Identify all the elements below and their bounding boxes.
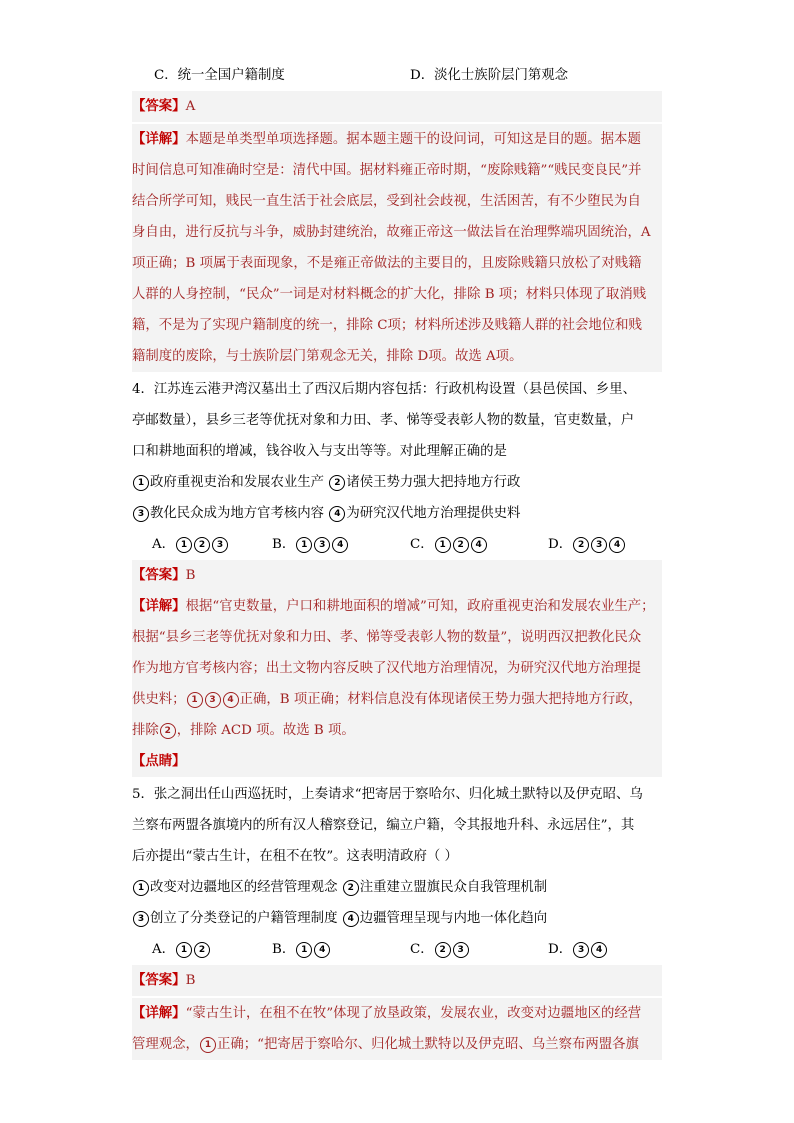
q4-explain-line-2: 根据“县乡三老等优抚对象和力田、孝、悌等受表彰人物的数量”，说明西汉把教化民众 (132, 622, 662, 653)
answer-tag: 【答案】 (132, 98, 186, 114)
q3-explain-line-2: 时间信息可知准确时空是：清代中国。据材料雍正帝时期，“废除贱籍”“贱民变良民”并 (132, 155, 662, 186)
q5-choice-c[interactable]: C． 2 3 (410, 934, 470, 965)
q5-stem-line-3: 后亦提出“蒙古生计，在租不在牧”。这表明清政府（ ） (132, 849, 458, 864)
q5-choice-b[interactable]: B． 1 4 (272, 934, 331, 965)
q3-option-c: C．统一全国户籍制度 (154, 68, 285, 83)
q4-explain-line-3: 作为地方官考核内容；出土文物内容反映了汉代地方治理情况，为研究汉代地方治理提 (132, 653, 662, 684)
q4-stem-line-2: 亭邮数量），县乡三老等优抚对象和力田、孝、悌等受表彰人物的数量，官吏数量，户 (132, 413, 635, 428)
q3-options-row (132, 60, 662, 91)
q3-option-d: D．淡化士族阶层门第观念 (410, 68, 569, 83)
q4-stem-line-1: 4．江苏连云港尹湾汉墓出土了西汉后期内容包括：行政机构设置（县邑侯国、乡里、 (132, 382, 636, 397)
q4-answer: 【答案】B (132, 560, 662, 591)
q5-explain-line-1: 【详解】“蒙古生计，在租不在牧”体现了放垦政策，发展农业，改变对边疆地区的经营 (132, 998, 662, 1029)
q4-choice-c[interactable]: C． 1 2 4 (410, 529, 488, 560)
q3-explain-line-7: 籍，不是为了实现户籍制度的统一，排除 C项；材料所述涉及贱籍人群的社会地位和贱 (132, 310, 662, 341)
q5-choice-d[interactable]: D． 3 4 (548, 934, 608, 965)
q4-choice-b[interactable]: B． 1 3 4 (272, 529, 349, 560)
q3-answer (132, 91, 662, 122)
q4-explain-line-1: 【详解】根据“官吏数量，户口和耕地面积的增减”可知，政府重视吏治和发展农业生产； (132, 591, 662, 622)
q3-explain-line-8: 籍制度的废除，与士族阶层门第观念无关，排除 D项。故选 A项。 (132, 341, 662, 372)
q5-choices (132, 934, 662, 965)
q3-explain-line-1: 【详解】本题是单类型单项选择题。据本题主题干的设问词，可知这是目的题。据本题 (132, 124, 662, 155)
q5-stem-line-1: 5．张之洞出任山西巡抚时，上奏请求“把寄居于察哈尔、归化城土默特以及伊克昭、乌 (132, 787, 643, 802)
q5-explain-line-2: 管理观念， 1 正确；“把寄居于察哈尔、归化城土默特以及伊克昭、乌兰察布两盟各旗 (132, 1029, 662, 1060)
q4-statements-row-2: 3 教化民众成为地方官考核内容 4 为研究汉代地方治理提供史料 (132, 498, 662, 529)
q3-explain-line-4: 身自由，进行反抗与斗争，威胁封建统治，故雍正帝这一做法旨在治理弊端巩固统治，A (132, 217, 662, 248)
q4-choice-d[interactable]: D． 2 3 4 (548, 529, 626, 560)
q4-stem-line-3: 口和耕地面积的增减，钱谷收入与支出等等。对此理解正确的是 (132, 444, 507, 459)
answer-value: A (185, 99, 196, 114)
q3-explain-line-6: 人群的人身控制，“民众”一词是对材料概念的扩大化，排除 B 项；材料只体现了取消贱 (132, 279, 662, 310)
explain-tag: 【详解】 (132, 131, 186, 147)
q5-answer: 【答案】B (132, 965, 662, 996)
q5-stem-line-2: 兰察布两盟各旗境内的所有汉人稽察登记，编立户籍，令其报地升科、永远居住”，其 (132, 818, 635, 833)
q5-choice-a[interactable]: A． 1 2 (152, 934, 211, 965)
q3-explain-line-3: 结合所学可知，贱民一直生活于社会底层，受到社会歧视，生活困苦，有不少堕民为自 (132, 186, 662, 217)
q4-point: 【点睛】 (132, 746, 662, 777)
q5-statements-row-2: 3 创立了分类登记的户籍管理制度 4 边疆管理呈现与内地一体化趋向 (132, 903, 662, 934)
q4-choice-a[interactable]: A． 1 2 3 (152, 529, 229, 560)
q3-explain-line-5: 项正确；B 项属于表面现象，不是雍正帝做法的主要目的，且废除贱籍只放松了对贱籍 (132, 248, 662, 279)
q4-statements-row-1: 1 政府重视吏治和发展农业生产 2 诸侯王势力强大把持地方行政 (132, 467, 662, 498)
q4-explain-line-5: 排除 2 ，排除 ACD 项。故选 B 项。 (132, 715, 662, 746)
q4-explain-line-4: 供史料； 1 3 4 正确，B 项正确；材料信息没有体现诸侯王势力强大把持地方行政， (132, 684, 662, 715)
q4-choices (132, 529, 662, 560)
q5-statements-row-1: 1 改变对边疆地区的经营管理观念 2 注重建立盟旗民众自我管理机制 (132, 872, 662, 903)
